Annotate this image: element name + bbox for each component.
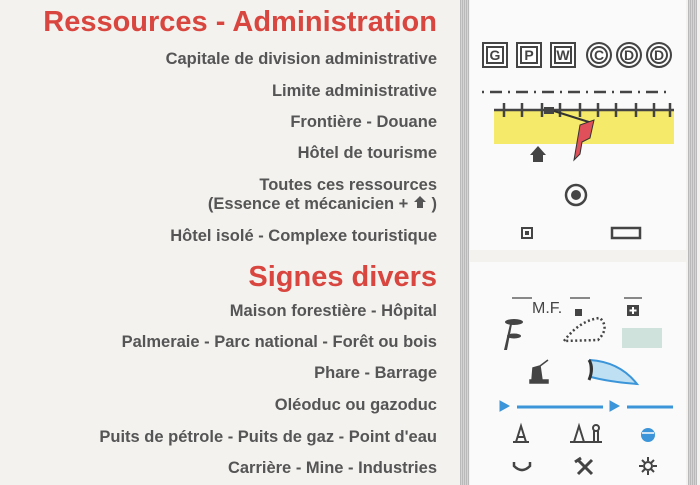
industry-icon xyxy=(639,457,657,475)
tourist-complex-icon xyxy=(612,228,640,238)
symbol-c: C xyxy=(586,42,612,68)
quarry-icon xyxy=(514,462,530,470)
misc-symbols-graphics xyxy=(470,262,686,485)
hotel-icon xyxy=(530,146,546,162)
pipeline-icon xyxy=(500,401,673,411)
water-point-icon xyxy=(641,428,655,442)
legend-pipeline: Oléoduc ou gazoduc xyxy=(274,396,437,414)
legend-all-resources-detail xyxy=(208,195,437,214)
forest-house-icon xyxy=(575,309,582,316)
symbol-w: W xyxy=(550,42,576,68)
forest-icon xyxy=(622,328,662,348)
hospital-icon xyxy=(627,305,639,316)
lighthouse-icon xyxy=(530,360,548,383)
legend-wells: Puits de pétrole - Puits de gaz - Point d'eau xyxy=(99,428,437,446)
mine-icon xyxy=(575,458,592,474)
legend-isolated-hotel: Hôtel isolé - Complexe touristique xyxy=(170,227,437,245)
legend-quarry-mine: Carrière - Mine - Industries xyxy=(227,459,437,477)
symbol-d2: D xyxy=(646,42,672,68)
legend-all-resources: Toutes ces ressources xyxy=(259,176,437,194)
dam-icon xyxy=(589,360,637,384)
panel-border xyxy=(688,0,697,485)
detail-text: (Essence et mécanicien + xyxy=(207,195,413,213)
legend-forest-house: Maison forestière - Hôpital xyxy=(229,302,437,320)
forest-house-label: M.F. xyxy=(532,300,563,317)
oil-well-icon xyxy=(513,426,529,442)
misc-title: Signes divers xyxy=(248,261,437,293)
house-icon xyxy=(413,195,427,209)
national-park-icon xyxy=(564,318,605,341)
palm-icon xyxy=(504,319,523,350)
close-paren: ) xyxy=(431,195,437,213)
legend-border: Frontière - Douane xyxy=(290,113,437,131)
customs-icon xyxy=(544,107,554,114)
symbol-d: D xyxy=(616,42,642,68)
resource-symbols-graphics xyxy=(470,80,686,250)
resources-title: Ressources - Administration xyxy=(43,6,437,38)
gas-well-icon xyxy=(570,425,602,442)
legend-lighthouse-dam: Phare - Barrage xyxy=(314,364,437,382)
symbol-p: P xyxy=(516,42,542,68)
symbol-g: G xyxy=(482,42,508,68)
legend-palm-park-forest: Palmeraie - Parc national - Forêt ou bois xyxy=(121,333,437,351)
panel-border xyxy=(460,0,469,485)
legend-admin-limit: Limite administrative xyxy=(271,82,437,100)
legend-capital: Capitale de division administrative xyxy=(165,50,437,68)
legend-tourism-hotel: Hôtel de tourisme xyxy=(297,144,437,162)
